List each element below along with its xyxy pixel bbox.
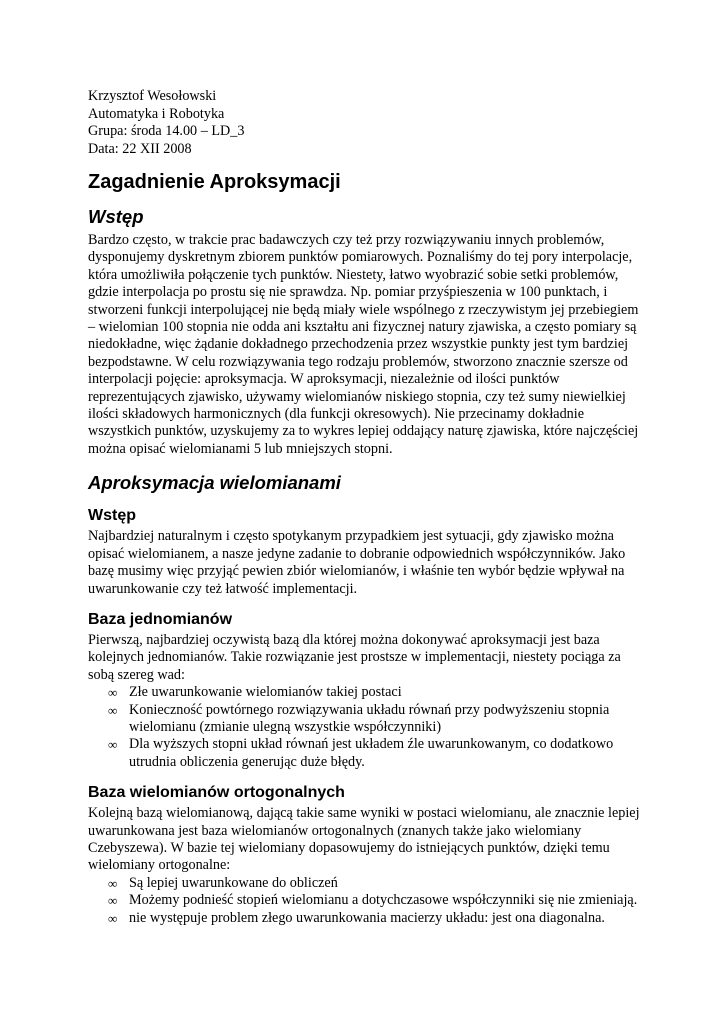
infinity-bullet-icon: ∞ [108,737,118,753]
infinity-bullet-icon: ∞ [108,893,118,909]
orthogonal-basis-paragraph: Kolejną bazą wielomianową, dającą takie same wyniki w postaci wielomianu, ale znacznie lepiej uwarunkowana jest baza wielomianów ortogonalnych (znanych także jako wielomiany Czebyszewa). W bazie tej wielomiany dopasowujemy do istniejących punktów, dzięki temu wielomiany ortogonalne: [88,805,640,874]
list-item: ∞ nie występuje problem złego uwarunkowania macierzy układu: jest ona diagonalna. [108,909,605,926]
infinity-bullet-icon: ∞ [108,875,118,891]
list-item: ∞ Możemy podnieść stopień wielomianu a dotychczasowe współczynniki się nie zmieniają. [108,892,638,909]
list-item: ∞ Złe uwarunkowanie wielomianów takiej postaci [108,684,402,701]
monomial-basis-heading: Baza jednomianów [88,610,233,628]
list-item: ∞ Konieczność powtórnego rozwiązywania układu równań przy podwyższeniu stopnia wielomianu (zmianie ulegną wszystkie współczynniki) [108,701,610,735]
group-info: Grupa: środa 14.00 – LD_3 [88,123,245,139]
document-body [88,88,640,927]
author-name: Krzysztof Wesołowski [88,88,217,104]
list-item: ∞ Dla wyższych stopni układ równań jest układem źle uwarunkowanym, co dodatkowo utrudnia obliczenia generując duże błędy. [108,736,614,770]
date-info: Data: 22 XII 2008 [88,140,192,157]
infinity-bullet-icon: ∞ [108,910,118,926]
infinity-bullet-icon: ∞ [108,685,118,701]
section-heading: Aproksymacja wielomianami [88,472,341,494]
intro-heading: Wstęp [88,206,144,227]
orthogonal-basis-heading: Baza wielomianów ortogonalnych [88,784,345,802]
monomial-drawbacks-list [88,684,640,771]
document-header [88,88,640,158]
intro-paragraph: Bardzo często, w trakcie prac badawczych czy też przy rozwiązywaniu innych problemów, dysponujemy dyskretnym zbiorem punktów pomiarowych. Poznaliśmy do tej pory interpolacje, która umożliwiła połączenie tych punktów. Niestety, łatwo wyobrazić sobie setki problemów, gdzie interpolacja po prostu się nie sprawdza. Np. pomiar przyśpieszenia w 100 punktach, i stworzeni funkcji interpolującej nie będą miały wiele wspólnego z rzeczywistym jej przebiegiem – wielomian 100 stopnia nie odda ani kształtu ani fizycznej natury zjawiska, a często pomiary są niedokładne, więc żądanie dokładnego przechodzenia przez wszystkie punkty jest tym bardziej bezpodstawne. W celu rozwiązywania tego rodzaju problemów, stworzono znacznie szersze od interpolacji pojęcie: aproksymacja. W aproksymacji, niezależnie od ilości punktów reprezentujących zjawisko, używamy wielomianów niskiego stopnia, czy też sumy niewielkiej ilości składowych harmonicznych (dla funkcji okresowych). Nie przecinamy dokładnie wszystkich punktów, uzyskujemy za to wykres lepiej oddający naturę zjawiska, które najczęściej można opisać wielomianami 5 lub mniejszych stopni. [88,232,639,457]
monomial-basis-paragraph: Pierwszą, najbardziej oczywistą bazą dla której można dokonywać aproksymacji jest baza kolejnych jednomianów. Takie rozwiązanie jest prostsze w implementacji, niestety pociąga za sobą szereg wad: [88,631,621,683]
infinity-bullet-icon: ∞ [108,702,118,718]
subsection-intro-heading: Wstęp [88,507,136,525]
subsection-intro-paragraph: Najbardziej naturalnym i często spotykanym przypadkiem jest sytuacji, gdy zjawisko można opisać wielomianem, a nasze jedyne zadanie to dobranie odpowiednich współczynników. Jako bazę musimy więc przyjąć pewien zbiór wielomianów, i właśnie ten wybór będzie wpływał na uwarunkowanie czy też łatwość implementacji. [88,528,626,597]
field-of-study: Automatyka i Robotyka [88,105,225,122]
orthogonal-advantages-list [88,875,640,927]
list-item: ∞ Są lepiej uwarunkowane do obliczeń [108,874,338,891]
document-title: Zagadnienie Aproksymacji [88,171,341,193]
